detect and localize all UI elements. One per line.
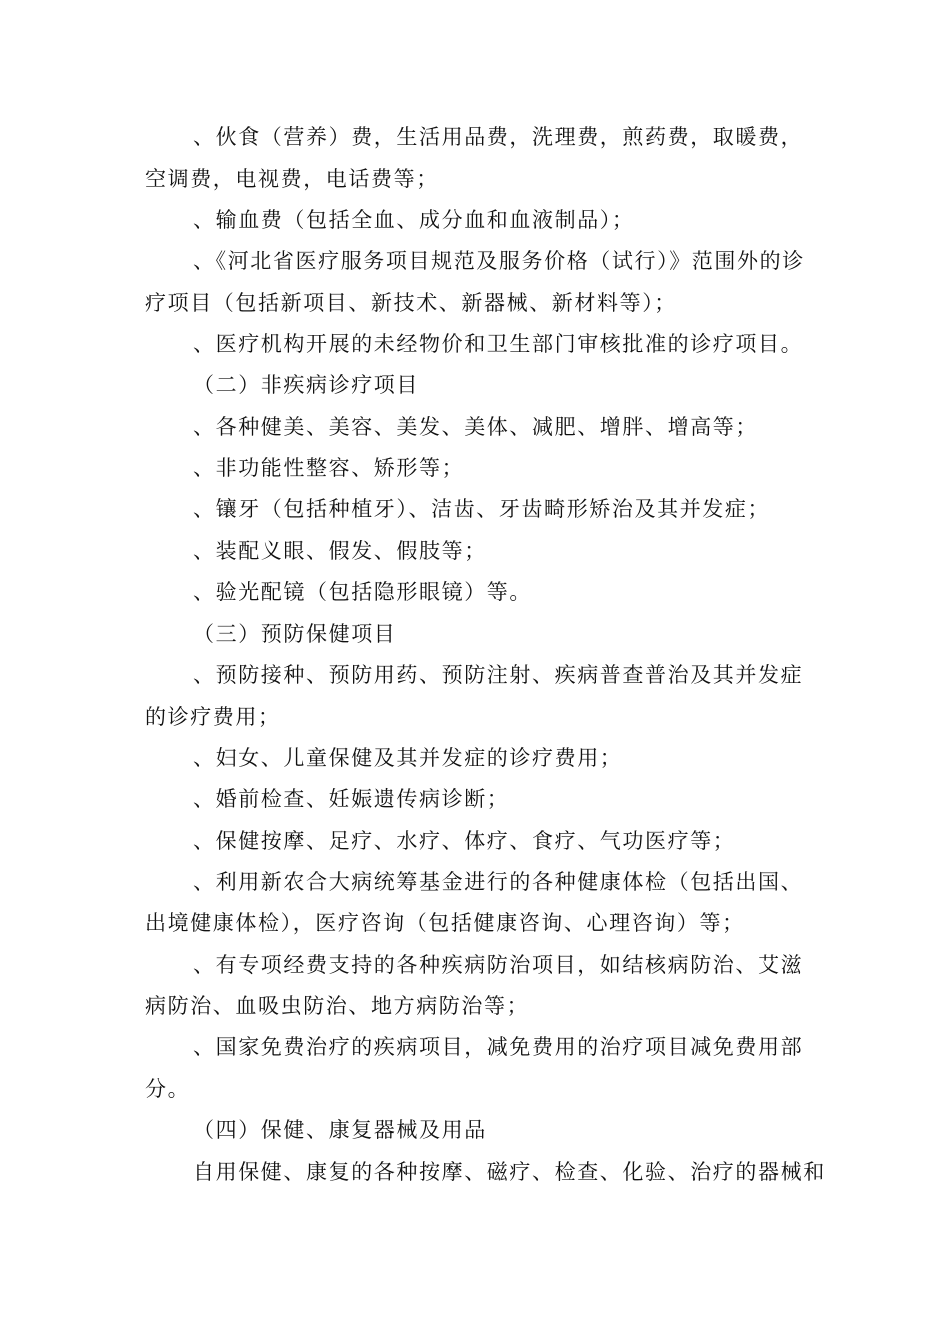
text-line: 、伙食（营养）费，生活用品费，洗理费，煎药费，取暖费， — [193, 125, 804, 149]
text-line: 病防治、血吸虫防治、地方病防治等； — [145, 994, 530, 1018]
text-line: 、婚前检查、妊娠遗传病诊断； — [193, 787, 510, 811]
text-line: 、医疗机构开展的未经物价和卫生部门审核批准的诊疗项目。 — [193, 332, 804, 356]
section-heading: （四）保健、康复器械及用品 — [193, 1118, 487, 1142]
text-line: 、国家免费治疗的疾病项目，减免费用的治疗项目减免费用部 — [193, 1035, 804, 1059]
text-line: 、利用新农合大病统筹基金进行的各种健康体检（包括出国、 — [193, 870, 804, 894]
text-line: 疗项目（包括新项目、新技术、新器械、新材料等）； — [145, 291, 677, 315]
text-line: 出境健康体检），医疗咨询（包括健康咨询、心理咨询）等； — [145, 911, 745, 935]
text-line: 、预防接种、预防用药、预防注射、疾病普查普治及其并发症 — [193, 663, 804, 687]
text-line: 、输血费（包括全血、成分血和血液制品）； — [193, 208, 635, 232]
text-line: 、妇女、儿童保健及其并发症的诊疗费用； — [193, 746, 623, 770]
text-line: 、各种健美、美容、美发、美体、减肥、增胖、增高等； — [193, 415, 758, 439]
text-line: 、验光配镜（包括隐形眼镜）等。 — [193, 580, 532, 604]
text-line: 、保健按摩、足疗、水疗、体疗、食疗、气功医疗等； — [193, 829, 736, 853]
text-line: 分。 — [145, 1077, 191, 1101]
text-line: 的诊疗费用； — [145, 705, 281, 729]
section-heading: （二）非疾病诊疗项目 — [193, 373, 419, 397]
text-line: 、非功能性整容、矫形等； — [193, 456, 465, 480]
text-line: 空调费，电视费，电话费等； — [145, 167, 439, 191]
text-line: 、镶牙（包括种植牙）、洁齿、牙齿畸形矫治及其并发症； — [193, 497, 771, 521]
text-line: 、装配义眼、假发、假肢等； — [193, 539, 487, 563]
text-line: 、有专项经费支持的各种疾病防治项目，如结核病防治、艾滋 — [193, 953, 804, 977]
section-heading: （三）预防保健项目 — [193, 622, 397, 646]
text-line: 、《河北省医疗服务项目规范及服务价格（试行）》范围外的诊 — [193, 249, 805, 273]
text-line: 自用保健、康复的各种按摩、磁疗、检查、化验、治疗的器械和 — [193, 1160, 826, 1184]
